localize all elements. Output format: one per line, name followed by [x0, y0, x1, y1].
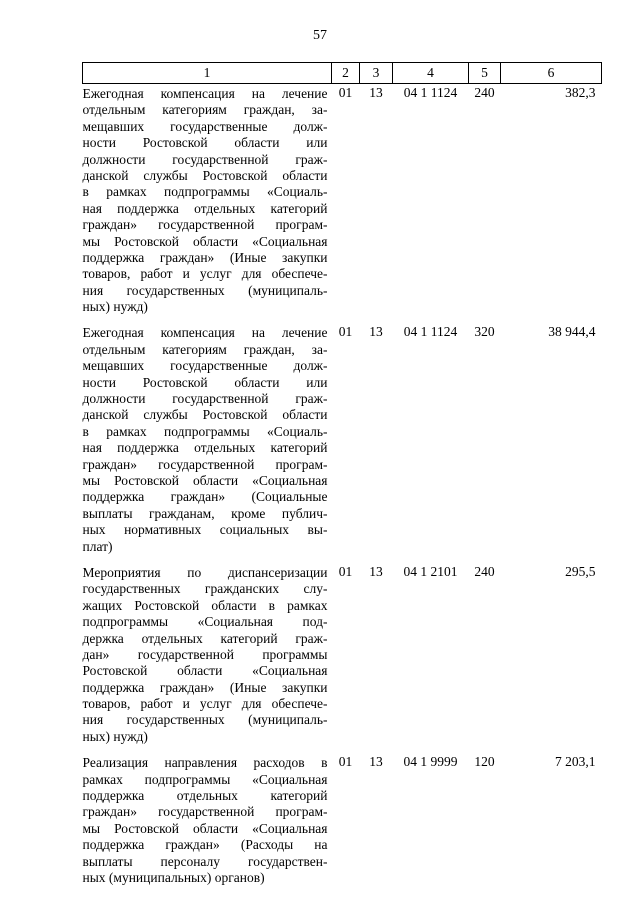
- table-row: [83, 323, 602, 554]
- description-line: Ежегодная компенсация на лечение: [82, 325, 328, 341]
- expense-type-code: 240: [474, 85, 495, 100]
- target-item-code: 04 1 2101: [403, 563, 458, 579]
- row-description: [83, 563, 332, 745]
- row-spacer-cell: [83, 315, 602, 323]
- description-line: выплаты персоналу государствен-: [82, 853, 328, 869]
- description-line: государственных гражданских слу-: [82, 581, 328, 597]
- description-line: мещавших государственные долж-: [82, 358, 328, 374]
- header-col-6: 6: [501, 63, 602, 84]
- section-code: 01: [338, 324, 353, 340]
- description-line: ности Ростовской области или: [82, 374, 328, 390]
- subsection-code: 13: [369, 563, 383, 579]
- description-line: в рамках подпрограммы «Социаль-: [82, 184, 328, 200]
- description-line: мы Ростовской области «Социальная: [82, 820, 328, 836]
- description-line: поддержка граждан» (Иные закупки: [82, 249, 328, 265]
- description-line: поддержка отдельных категорий: [82, 788, 328, 804]
- description-line: жащих Ростовской области в рамках: [82, 597, 328, 613]
- description-line: граждан» государственной програм-: [82, 804, 328, 820]
- section-code: 01: [338, 754, 353, 770]
- budget-table: [82, 62, 602, 886]
- description-line: выплаты гражданам, кроме публич-: [82, 505, 328, 521]
- description-line: должности государственной граж-: [82, 151, 328, 167]
- description-line: ности Ростовской области или: [82, 135, 328, 151]
- row-description: [83, 84, 332, 316]
- description-line: должности государственной граж-: [82, 391, 328, 407]
- header-col-1: 1: [83, 63, 332, 84]
- description-line: данской службы Ростовской области: [82, 167, 328, 183]
- header-col-3: 3: [360, 63, 393, 84]
- description-line: мы Ростовской области «Социальная: [82, 472, 328, 488]
- description-line: подпрограммы «Социальная под-: [82, 614, 328, 630]
- amount-value: 382,3: [565, 85, 596, 100]
- description-line: Реализация направления расходов в: [82, 755, 328, 771]
- table-header-row: [83, 63, 602, 84]
- description-line: держка отдельных категорий граж-: [82, 630, 328, 646]
- expense-type-code: 320: [474, 324, 495, 340]
- table-row: [83, 753, 602, 886]
- subsection-code: 13: [369, 85, 383, 100]
- subsection-code: 13: [369, 754, 383, 770]
- description-line: Мероприятия по диспансеризации: [82, 564, 328, 580]
- table-row: [83, 84, 602, 316]
- description-line: в рамках подпрограммы «Социаль-: [82, 423, 328, 439]
- description-line: отдельным категориям граждан, за-: [82, 341, 328, 357]
- description-line: ния государственных (муниципаль-: [82, 282, 328, 298]
- description-line: мы Ростовской области «Социальная: [82, 233, 328, 249]
- description-line: дан» государственной программы: [82, 646, 328, 662]
- description-line: отдельным категориям граждан, за-: [82, 102, 328, 118]
- row-description: [83, 323, 332, 554]
- description-line: плат): [82, 538, 113, 554]
- description-line: мещавших государственные долж-: [82, 118, 328, 134]
- description-line: ния государственных (муниципаль-: [82, 712, 328, 728]
- section-code: 01: [338, 563, 353, 579]
- amount-value: 38 944,4: [548, 324, 596, 340]
- description-line: ных (муниципальных) органов): [82, 869, 265, 885]
- row-spacer-cell: [83, 745, 602, 753]
- amount-value: 7 203,1: [555, 754, 596, 770]
- description-line: данской службы Ростовской области: [82, 407, 328, 423]
- description-line: ная поддержка отдельных категорий: [82, 440, 328, 456]
- row-spacer: [83, 555, 602, 563]
- table-row: [83, 563, 602, 745]
- header-col-2: 2: [332, 63, 360, 84]
- description-line: товаров, работ и услуг для обеспече-: [82, 266, 328, 282]
- description-line: ных) нужд): [82, 299, 148, 315]
- row-spacer: [83, 745, 602, 753]
- description-line: поддержка граждан» (Расходы на: [82, 837, 328, 853]
- row-spacer-cell: [83, 555, 602, 563]
- target-item-code: 04 1 1124: [403, 324, 458, 340]
- subsection-code: 13: [369, 324, 383, 340]
- description-line: ных) нужд): [82, 728, 148, 744]
- row-spacer: [83, 315, 602, 323]
- description-line: ная поддержка отдельных категорий: [82, 200, 328, 216]
- amount-value: 295,5: [565, 563, 596, 579]
- section-code: 01: [338, 85, 353, 100]
- target-item-code: 04 1 9999: [403, 754, 458, 770]
- description-line: поддержка граждан» (Иные закупки: [82, 679, 328, 695]
- description-line: граждан» государственной програм-: [82, 217, 328, 233]
- description-line: Ежегодная компенсация на лечение: [82, 86, 328, 101]
- description-line: рамках подпрограммы «Социальная: [82, 771, 328, 787]
- target-item-code: 04 1 1124: [403, 85, 458, 100]
- row-description: [83, 753, 332, 886]
- header-col-4: 4: [393, 63, 469, 84]
- description-line: товаров, работ и услуг для обеспече-: [82, 696, 328, 712]
- page-number: 57: [313, 28, 327, 43]
- description-line: граждан» государственной програм-: [82, 456, 328, 472]
- expense-type-code: 240: [474, 563, 495, 579]
- description-line: Ростовской области «Социальная: [82, 663, 328, 679]
- expense-type-code: 120: [474, 754, 495, 770]
- header-col-5: 5: [469, 63, 501, 84]
- description-line: поддержка граждан» (Социальные: [82, 489, 328, 505]
- description-line: ных нормативных социальных вы-: [82, 522, 328, 538]
